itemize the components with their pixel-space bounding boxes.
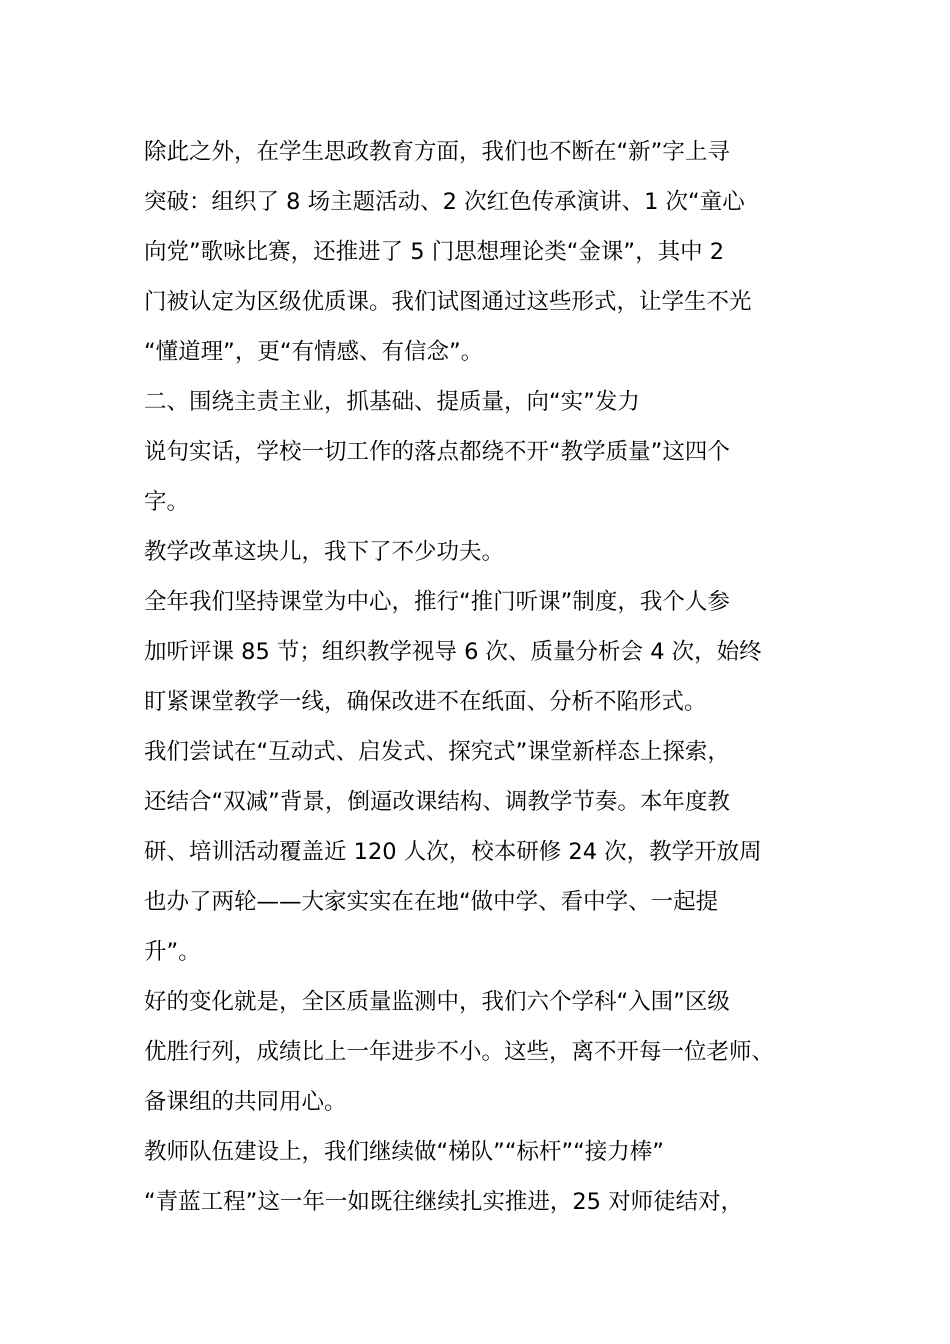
text-line: 说句实话，学校一切工作的落点都绕不开“教学质量”这四个 bbox=[144, 439, 730, 465]
document-body bbox=[144, 127, 824, 1227]
text-line: 教师队伍建设上，我们继续做“梯队”“标杆”“接力棒” bbox=[144, 1139, 664, 1165]
text-line: “青蓝工程”这一年一如既往继续扎实推进，25 对师徒结对， bbox=[144, 1189, 744, 1215]
text-line: 盯紧课堂教学一线，确保改进不在纸面、分析不陷形式。 bbox=[144, 689, 707, 715]
text-line: 好的变化就是，全区质量监测中，我们六个学科“入围”区级 bbox=[144, 989, 730, 1015]
text-line: 全年我们坚持课堂为中心，推行“推门听课”制度，我个人参 bbox=[144, 589, 730, 615]
text-line: 优胜行列，成绩比上一年进步不小。这些，离不开每一位老师、 bbox=[144, 1039, 775, 1065]
text-line: 教学改革这块儿，我下了不少功夫。 bbox=[144, 539, 505, 565]
text-line: 我们尝试在“互动式、启发式、探究式”课堂新样态上探索， bbox=[144, 739, 730, 765]
text-line: 研、培训活动覆盖近 120 人次，校本研修 24 次，教学开放周 bbox=[144, 839, 762, 865]
text-line: “懂道理”，更“有情感、有信念”。 bbox=[144, 339, 484, 365]
text-line: 升”。 bbox=[144, 939, 201, 965]
text-line: 除此之外，在学生思政教育方面，我们也不断在“新”字上寻 bbox=[144, 139, 730, 165]
text-line: 也办了两轮——大家实实在在地“做中学、看中学、一起提 bbox=[144, 889, 719, 915]
text-line: 门被认定为区级优质课。我们试图通过这些形式，让学生不光 bbox=[144, 289, 752, 315]
section-heading: 二、围绕主责主业，抓基础、提质量，向“实”发力 bbox=[144, 389, 640, 415]
text-line: 备课组的共同用心。 bbox=[144, 1089, 347, 1115]
text-line: 还结合“双减”背景，倒逼改课结构、调教学节奏。本年度教 bbox=[144, 789, 730, 815]
text-line: 向党”歌咏比赛，还推进了 5 门思想理论类“金课”，其中 2 bbox=[144, 239, 725, 265]
text-line: 突破：组织了 8 场主题活动、2 次红色传承演讲、1 次“童心 bbox=[144, 189, 745, 215]
text-line: 加听评课 85 节；组织教学视导 6 次、质量分析会 4 次，始终 bbox=[144, 639, 762, 665]
text-line: 字。 bbox=[144, 489, 190, 515]
